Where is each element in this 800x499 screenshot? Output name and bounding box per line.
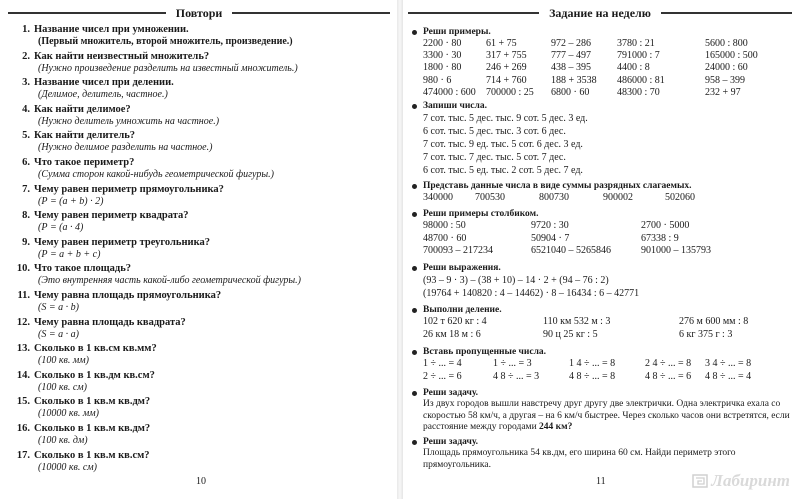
- question-item: [12, 317, 392, 344]
- watermark-logo-icon: [692, 474, 708, 488]
- answer-text: (Первый множитель, второй множитель, произведение.): [38, 36, 293, 47]
- answer-text: (Делимое, делитель, частное.): [38, 89, 168, 101]
- title-rule-left: [8, 12, 166, 14]
- question-line: [12, 450, 392, 462]
- question-item: [12, 51, 392, 78]
- question-number: 10.: [16, 263, 30, 275]
- example-item: 317 + 755: [486, 50, 527, 62]
- question-text: Чему равен периметр прямоугольника?: [34, 183, 224, 195]
- question-item: [12, 370, 392, 397]
- question-line: [12, 423, 392, 435]
- missing-number-item: 1 ÷ ... = 3: [493, 358, 532, 369]
- question-line: [12, 51, 392, 63]
- question-text: Сколько в 1 кв.дм кв.см?: [34, 369, 155, 381]
- question-line: [12, 237, 392, 249]
- example-item: 700000 : 25: [486, 86, 534, 98]
- bullet-icon: [412, 30, 417, 35]
- missing-number-item: 1 4 ÷ ... = 8: [569, 358, 616, 369]
- number-item: 502060: [665, 192, 695, 203]
- left-title-bar: [8, 5, 390, 21]
- watermark-text: Лабиринт: [711, 471, 790, 490]
- example-item: 777 – 497: [551, 50, 591, 62]
- question-text: Как найти делимое?: [34, 103, 131, 115]
- missing-number-item: 4 8 ÷ ... = 8: [569, 370, 616, 382]
- question-number: 9.: [22, 236, 30, 248]
- section-heading: [410, 100, 794, 112]
- section-heading-text: Реши выражения.: [423, 263, 501, 273]
- left-page: [0, 0, 398, 499]
- question-item: [12, 343, 392, 370]
- example-item: 48300 : 70: [617, 86, 660, 98]
- missing-numbers-grid: [410, 358, 794, 383]
- section-heading-text: Вставь пропущенные числа.: [423, 347, 547, 357]
- question-text: Чему равен периметр квадрата?: [34, 210, 189, 222]
- question-number: 3.: [22, 77, 30, 89]
- right-title-bar: [408, 5, 792, 21]
- question-item: [12, 77, 392, 104]
- answer-text: (Нужно произведение разделить на известный множитель.): [38, 62, 298, 74]
- watermark: [692, 471, 790, 491]
- question-text: Чему равна площадь квадрата?: [34, 316, 186, 328]
- division-item: 90 ц 25 кг : 5: [543, 328, 598, 340]
- example-item: 474000 : 600: [423, 86, 476, 98]
- answer-text: (100 кв. дм): [38, 434, 88, 446]
- division-item: 102 т 620 кг : 4: [423, 316, 487, 327]
- section-heading-text: Представь данные числа в виде суммы разрядных слагаемых.: [423, 181, 692, 191]
- examples-grid: [410, 38, 794, 99]
- section-heading-text: Выполни деление.: [423, 305, 502, 315]
- question-number: 6.: [22, 156, 30, 168]
- question-line: [12, 157, 392, 169]
- question-text: Как найти неизвестный множитель?: [34, 50, 210, 62]
- question-number: 5.: [22, 130, 30, 142]
- answer-text: (S = а · а): [38, 328, 79, 340]
- example-item: 246 + 269: [486, 62, 527, 74]
- example-item: 958 – 399: [705, 74, 745, 86]
- question-item: [12, 24, 392, 51]
- section-heading-text: Запиши числа.: [423, 101, 487, 111]
- question-item: [12, 237, 392, 264]
- question-number: 7.: [22, 183, 30, 195]
- question-item: [12, 184, 392, 211]
- bullet-icon: [412, 308, 417, 313]
- problem-text-bold: 244 км?: [539, 422, 573, 432]
- section-place-values: [410, 180, 794, 204]
- example-item: 6800 · 60: [551, 86, 590, 98]
- section-write-numbers: [410, 100, 794, 177]
- section-heading: [410, 346, 794, 358]
- section-heading: [410, 208, 794, 220]
- example-item: 5600 : 800: [705, 38, 748, 49]
- title-rule-left: [408, 12, 539, 14]
- answer-text: (Нужно делитель умножить на частное.): [38, 115, 220, 127]
- question-line: [12, 396, 392, 408]
- section-heading: [410, 387, 794, 399]
- answer-text: (100 кв. мм): [38, 355, 89, 367]
- example-item: 791000 : 7: [617, 50, 660, 62]
- answer-text: (Нужно делимое разделить на частное.): [38, 142, 213, 154]
- number-item: 700530: [475, 192, 505, 203]
- page-number: 11: [596, 476, 606, 487]
- division-grid: [410, 316, 794, 341]
- division-item: 276 м 600 мм : 8: [679, 316, 749, 327]
- question-text: Чему равен периметр треугольника?: [34, 236, 210, 248]
- number-line: 6 сот. тыс. 5 дес. тыс. 3 сот. 6 дес.: [423, 126, 566, 137]
- example-item: 188 + 3538: [551, 74, 597, 86]
- expression-line: (19764 + 140820 : 4 – 14462) · 8 – 16434 : 6 – 42771: [423, 288, 640, 299]
- expression-lines: [410, 274, 794, 300]
- question-item: [12, 423, 392, 450]
- question-item: [12, 210, 392, 237]
- column-examples-grid: [410, 220, 794, 258]
- answer-text: (Сумма сторон какой-нибудь геометрической фигуры.): [38, 168, 274, 180]
- question-text: Как найти делитель?: [34, 130, 136, 142]
- example-item: 2200 · 80: [423, 38, 462, 49]
- question-text: Сколько в 1 кв.м кв.см?: [34, 449, 150, 461]
- question-item: [12, 130, 392, 157]
- number-item: 800730: [539, 192, 569, 203]
- question-number: 2.: [22, 50, 30, 62]
- example-item: 1800 · 80: [423, 62, 462, 74]
- bullet-icon: [412, 104, 417, 109]
- answer-text: (Это внутренняя часть какой-либо геометрической фигуры.): [38, 275, 301, 287]
- page-title: Повтори: [175, 5, 223, 20]
- section-heading: [410, 180, 794, 192]
- bullet-icon: [412, 440, 417, 445]
- question-number: 4.: [22, 103, 30, 115]
- missing-number-item: 2 4 ÷ ... = 8: [645, 358, 692, 369]
- question-text: Название чисел при умножении.: [34, 24, 189, 35]
- division-item: 26 км 18 м : 6: [423, 328, 481, 340]
- question-line: [12, 210, 392, 222]
- question-item: [12, 104, 392, 131]
- question-number: 15.: [16, 396, 30, 408]
- example-item: 165000 : 500: [705, 50, 758, 62]
- example-item: 61 + 75: [486, 38, 517, 49]
- section-heading-text: Реши примеры.: [423, 27, 491, 37]
- bullet-icon: [412, 212, 417, 217]
- missing-number-item: 3 4 ÷ ... = 8: [705, 358, 752, 369]
- answer-text: (S = а · b): [38, 301, 79, 313]
- section-heading-text: Реши задачу.: [423, 437, 479, 447]
- missing-number-item: 1 ÷ ... = 4: [423, 358, 462, 369]
- question-line: [12, 263, 392, 275]
- answer-text: (100 кв. см): [38, 381, 87, 393]
- number-line: 7 сот. тыс. 5 дес. тыс. 9 сот. 5 дес. 3 ед.: [423, 113, 588, 124]
- section-column-examples: [410, 208, 794, 258]
- question-number: 8.: [22, 210, 30, 222]
- question-text: Сколько в 1 кв.м кв.дм?: [34, 396, 151, 408]
- question-item: [12, 263, 392, 290]
- division-item: 6 кг 375 г : 3: [679, 328, 733, 340]
- question-text: Название чисел при делении.: [34, 77, 174, 89]
- problem-text: Площадь прямоугольника 54 кв.дм, его ширина 60 см. Найди периметр этого прямоугольника.: [423, 448, 736, 470]
- question-number: 16.: [16, 422, 30, 434]
- number-line: 7 сот. тыс. 9 ед. тыс. 5 сот. 6 дес. 3 ед.: [423, 139, 583, 150]
- example-item: 232 + 97: [705, 86, 741, 98]
- section-division: [410, 304, 794, 341]
- missing-number-item: 4 8 ÷ ... = 6: [645, 370, 692, 382]
- section-problem-2: [410, 436, 794, 471]
- question-number: 17.: [16, 449, 30, 461]
- division-item: 110 км 532 м : 3: [543, 316, 611, 327]
- example-item: 714 + 760: [486, 74, 527, 86]
- column-example-item: 2700 · 5000: [641, 220, 690, 231]
- section-heading: [410, 262, 794, 274]
- answer-text: (Р = (а · 4): [38, 222, 84, 234]
- problem-text: [410, 399, 794, 434]
- missing-number-item: 4 8 ÷ ... = 3: [493, 370, 540, 382]
- question-line: [12, 104, 392, 116]
- section-heading: [410, 304, 794, 316]
- example-item: 3780 : 21: [617, 38, 655, 49]
- question-line: [12, 77, 392, 89]
- page-number: 10: [196, 476, 206, 487]
- question-item: [12, 450, 392, 477]
- section-heading-text: Реши примеры столбиком.: [423, 209, 539, 219]
- answer-text: (10000 кв. мм): [38, 408, 99, 420]
- example-item: 486000 : 81: [617, 74, 665, 86]
- number-lines: [410, 112, 794, 177]
- question-list: [12, 24, 392, 476]
- bullet-icon: [412, 266, 417, 271]
- example-item: 4400 : 8: [617, 62, 650, 74]
- example-item: 438 – 395: [551, 62, 591, 74]
- question-number: 11.: [17, 289, 30, 301]
- question-text: Сколько в 1 кв.см кв.мм?: [34, 343, 157, 355]
- example-item: 24000 : 60: [705, 62, 748, 74]
- right-page: [400, 0, 800, 499]
- title-rule-right: [232, 12, 390, 14]
- column-example-item: 98000 : 50: [423, 220, 466, 231]
- bullet-icon: [412, 350, 417, 355]
- column-example-item: 50904 · 7: [531, 232, 570, 244]
- missing-number-item: 2 ÷ ... = 6: [423, 370, 462, 382]
- section-problem-1: [410, 387, 794, 434]
- question-item: [12, 290, 392, 317]
- page-title: Задание на неделю: [549, 5, 651, 20]
- question-text: Что такое площадь?: [34, 263, 132, 275]
- column-example-item: 48700 · 60: [423, 232, 467, 244]
- question-line: [12, 290, 392, 302]
- problem-text-plain: Из двух городов вышли навстречу друг другу две электрички. Одна электричка ехала со скоростью 58 км/ч, а другая – на 6 км/ч быстрее. Через сколько часов они встретятся, если расстояние между городами: [423, 399, 790, 432]
- example-item: 980 · 6: [423, 74, 452, 86]
- answer-text: (Р = (а + b) · 2): [38, 195, 104, 207]
- answer-text: (Р = а + b + с): [38, 248, 101, 260]
- question-text: Сколько в 1 кв.м кв.дм?: [34, 422, 151, 434]
- number-line: 6 сот. тыс. 5 ед. тыс. 2 сот. 5 дес. 7 ед.: [423, 165, 583, 176]
- section-examples: [410, 26, 794, 99]
- question-line: [12, 370, 392, 382]
- number-item: 900002: [603, 192, 633, 203]
- bullet-icon: [412, 391, 417, 396]
- answer-text: (10000 кв. см): [38, 461, 97, 473]
- column-example-item: 6521040 – 5265846: [531, 245, 611, 257]
- number-line: 7 сот. тыс. 7 дес. тыс. 5 сот. 7 дес.: [423, 152, 566, 163]
- section-heading: [410, 26, 794, 38]
- section-heading-text: Реши задачу.: [423, 388, 479, 398]
- question-line: [12, 317, 392, 329]
- title-rule-right: [661, 12, 792, 14]
- question-number: 14.: [16, 369, 30, 381]
- question-text: Чему равна площадь прямоугольника?: [34, 289, 222, 301]
- section-expressions: [410, 262, 794, 300]
- section-heading: [410, 436, 794, 448]
- column-example-item: 67338 : 9: [641, 232, 679, 244]
- bullet-icon: [412, 184, 417, 189]
- place-value-grid: [410, 192, 794, 204]
- question-item: [12, 396, 392, 423]
- example-item: 3300 · 30: [423, 50, 462, 62]
- question-item: [12, 157, 392, 184]
- column-example-item: 9720 : 30: [531, 220, 569, 231]
- question-number: 13.: [16, 343, 30, 355]
- column-example-item: 700093 – 217234: [423, 245, 493, 257]
- question-line: [12, 184, 392, 196]
- number-item: 340000: [423, 192, 453, 203]
- question-line: [12, 130, 392, 142]
- question-line: [12, 343, 392, 355]
- example-item: 972 – 286: [551, 38, 591, 49]
- missing-number-item: 4 8 ÷ ... = 4: [705, 370, 752, 382]
- column-example-item: 901000 – 135793: [641, 245, 711, 257]
- question-line: [12, 24, 392, 36]
- question-number: 12.: [16, 316, 30, 328]
- question-text: Что такое периметр?: [34, 156, 135, 168]
- section-missing-numbers: [410, 346, 794, 383]
- expression-line: (93 – 9 · 3) – (38 + 10) – 14 · 2 + (94 – 76 : 2): [423, 275, 609, 286]
- question-number: 1.: [22, 24, 30, 35]
